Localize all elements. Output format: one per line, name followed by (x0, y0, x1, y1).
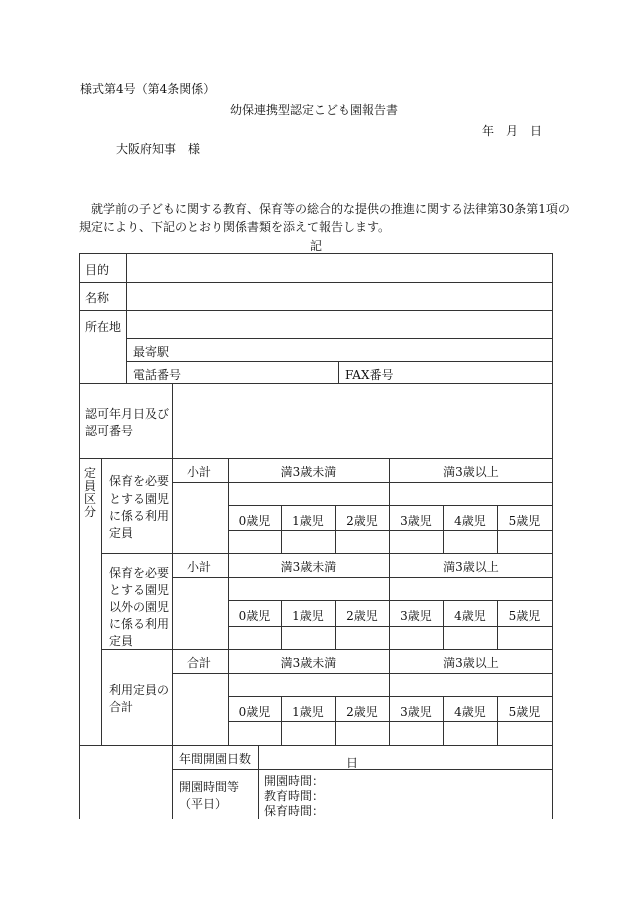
edu-hours: 教育時間： (264, 789, 325, 803)
date-line: 年 月 日 (482, 124, 543, 138)
section3-age1: 1歳児 (292, 705, 324, 719)
section2-total: 小計 (187, 560, 212, 574)
label-name: 名称 (85, 291, 110, 305)
section3-age4: 4歳児 (454, 705, 486, 719)
section2-age0: 0歳児 (238, 609, 271, 623)
label-capacity-4: 分 (84, 505, 97, 519)
section1-age0: 0歳児 (238, 514, 271, 528)
section2-label-4: に係る利用 (109, 617, 170, 631)
label-hours-2: （平日） (179, 797, 228, 811)
section1-age3: 3歳児 (400, 514, 432, 528)
section2-age4: 4歳児 (454, 609, 486, 623)
label-hours-1: 開園時間等 (179, 780, 240, 794)
section2-age1: 1歳児 (292, 609, 324, 623)
section2-label-2: とする園児 (109, 583, 170, 597)
section1-label-3: に係る利用 (109, 509, 170, 523)
section1-total: 小計 (187, 465, 212, 479)
label-approval-1: 認可年月日及び (85, 407, 170, 421)
body-line-1: 就学前の子どもに関する教育、保育等の総合的な提供の推進に関する法律第30条第1項の (91, 202, 570, 216)
label-purpose: 目的 (85, 263, 110, 277)
section3-over3: 満3歳以上 (443, 656, 499, 670)
section3-age0: 0歳児 (238, 705, 271, 719)
label-location: 所在地 (85, 320, 122, 334)
form-number: 様式第4号（第4条関係） (80, 82, 216, 96)
section2-label-1: 保育を必要 (109, 566, 170, 580)
section3-age3: 3歳児 (400, 705, 432, 719)
section2-label-3: 以外の園児 (109, 600, 170, 614)
section3-age2: 2歳児 (346, 705, 378, 719)
section1-label-1: 保育を必要 (109, 474, 170, 488)
section2-age3: 3歳児 (400, 609, 432, 623)
label-annual-days: 年間開園日数 (179, 752, 252, 766)
section1-label-2: とする園児 (109, 492, 170, 506)
section1-age2: 2歳児 (346, 514, 378, 528)
section3-label-1: 利用定員の (109, 683, 170, 697)
open-hours: 開園時間： (264, 774, 325, 788)
ki-heading: 記 (310, 239, 323, 253)
section3-total: 合計 (187, 656, 212, 670)
label-nearest-station: 最寄駅 (133, 345, 170, 359)
section1-over3: 満3歳以上 (443, 465, 499, 479)
section2-over3: 満3歳以上 (443, 560, 499, 574)
label-capacity-1: 定 (84, 466, 97, 480)
body-line-2: 規定により、下記のとおり関係書類を添えて報告します。 (79, 220, 391, 234)
section3-age5: 5歳児 (508, 705, 541, 719)
section1-label-4: 定員 (109, 526, 134, 540)
label-capacity-2: 員 (84, 479, 97, 493)
section3-under3: 満3歳未満 (280, 656, 337, 670)
section1-age5: 5歳児 (508, 514, 541, 528)
care-hours: 保育時間： (264, 804, 325, 818)
addressee: 大阪府知事 様 (116, 142, 201, 156)
section3-label-2: 合計 (109, 700, 134, 714)
section2-age5: 5歳児 (508, 609, 541, 623)
label-phone: 電話番号 (133, 368, 182, 382)
annual-days-unit: 日 (346, 756, 359, 770)
section2-age2: 2歳児 (346, 609, 378, 623)
document-title: 幼保連携型認定こども園報告書 (230, 103, 399, 117)
section1-under3: 満3歳未満 (280, 465, 337, 479)
section1-age1: 1歳児 (292, 514, 324, 528)
section2-under3: 満3歳未満 (280, 560, 337, 574)
label-fax: FAX番号 (345, 368, 394, 382)
section2-label-5: 定員 (109, 634, 134, 648)
section1-age4: 4歳児 (454, 514, 486, 528)
label-approval-2: 認可番号 (85, 424, 134, 438)
label-capacity-3: 区 (84, 492, 97, 506)
